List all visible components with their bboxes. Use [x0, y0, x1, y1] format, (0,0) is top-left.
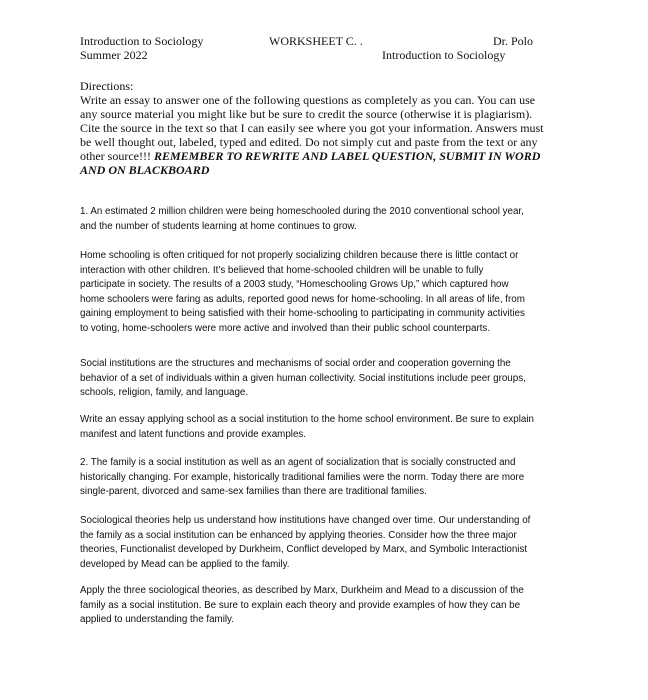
course-name-right: Introduction to Sociology	[382, 48, 506, 62]
paragraph-line: developed by Mead can be applied to the family.	[80, 558, 290, 570]
paragraph-line: manifest and latent functions and provide examples.	[80, 428, 307, 440]
directions-block	[80, 79, 544, 177]
worksheet-title: WORKSHEET C. .	[269, 34, 363, 48]
paragraph-line: Home schooling is often critiqued for not properly socializing children because there is little contact or	[80, 250, 519, 261]
directions-line: any source material you might like but be sure to credit the source (otherwise it is plagiarism).	[80, 107, 533, 121]
paragraph-line: Apply the three sociological theories, as described by Marx, Durkheim and Mead to a discussion of the	[80, 585, 524, 596]
question-1-prompt	[80, 205, 524, 234]
paragraph-line: 2. The family is a social institution as well as an agent of socialization that is socially constructed and	[80, 457, 516, 468]
directions-heading: Directions:	[80, 79, 134, 93]
paragraph-line: applied to understanding the family.	[80, 614, 234, 626]
paragraph-line: behavior of a set of individuals within a given human collectivity. Social institutions include peer groups,	[80, 372, 526, 384]
question-2-theories	[80, 514, 530, 572]
paragraph-line: 1. An estimated 2 million children were being homeschooled during the 2010 conventional school year,	[80, 206, 524, 217]
paragraph-line: family as a social institution. Be sure to explain each theory and provide examples of how they can be	[80, 599, 521, 611]
question-1-definition	[80, 357, 526, 401]
paragraph-line: theories, Functionalist developed by Durkheim, Conflict developed by Marx, and Symbolic Interactionist	[80, 544, 528, 556]
paragraph-line: and the number of students learning at home continues to grow.	[80, 220, 357, 232]
directions-emphasis: REMEMBER TO REWRITE AND LABEL QUESTION, SUBMIT IN WORD	[153, 149, 541, 163]
term-label: Summer 2022	[80, 48, 148, 62]
question-2-task	[80, 584, 524, 628]
question-1-context	[80, 249, 525, 337]
paragraph-line: home schoolers were faring as adults, reported good news for home-schooling. In all areas of life, from	[80, 293, 525, 305]
directions-line: be well thought out, labeled, typed and edited. Do not simply cut and paste from the text or any	[80, 135, 538, 149]
paragraph-line: Write an essay applying school as a social institution to the home school environment. Be sure to explain	[80, 414, 534, 425]
directions-line: Cite the source in the text so that I can easily see where you got your information. Answers must	[80, 121, 544, 135]
directions-line	[80, 149, 544, 163]
paragraph-line: participate in society. The results of a 2003 study, “Homeschooling Grows Up,” which captured how	[80, 279, 509, 291]
paragraph-line: single-parent, divorced and same-sex families than there are traditional families.	[80, 486, 427, 498]
paragraph-line: schools, religion, family, and language.	[80, 387, 249, 399]
paragraph-line: to voting, home-schoolers were more active and involved than their public school counterparts.	[80, 322, 491, 334]
question-1-task	[80, 413, 534, 442]
question-2-prompt	[80, 456, 524, 500]
paragraph-line: Social institutions are the structures and mechanisms of social order and cooperation governing the	[80, 358, 511, 369]
directions-line: Write an essay to answer one of the following questions as completely as you can. You can use	[80, 93, 536, 107]
paragraph-line: Sociological theories help us understand how institutions have changed over time. Our understanding of	[80, 515, 531, 526]
paragraph-line: historically changing. For example, historically traditional families were the norm. Today there are more	[80, 471, 525, 483]
instructor-name: Dr. Polo	[493, 34, 534, 48]
directions-emphasis-final: AND ON BLACKBOARD	[80, 163, 210, 177]
paragraph-line: interaction with other children. It’s believed that home-schooled children will be unable to fully	[80, 264, 484, 276]
course-name-left: Introduction to Sociology	[80, 34, 204, 48]
paragraph-line: the family as a social institution can be enhanced by applying theories. Consider how the three major	[80, 529, 517, 541]
directions-line-text: other source!!!	[80, 149, 154, 163]
paragraph-line: gaining employment to being satisfied with their home-schooling to participating in community activities	[80, 308, 525, 320]
